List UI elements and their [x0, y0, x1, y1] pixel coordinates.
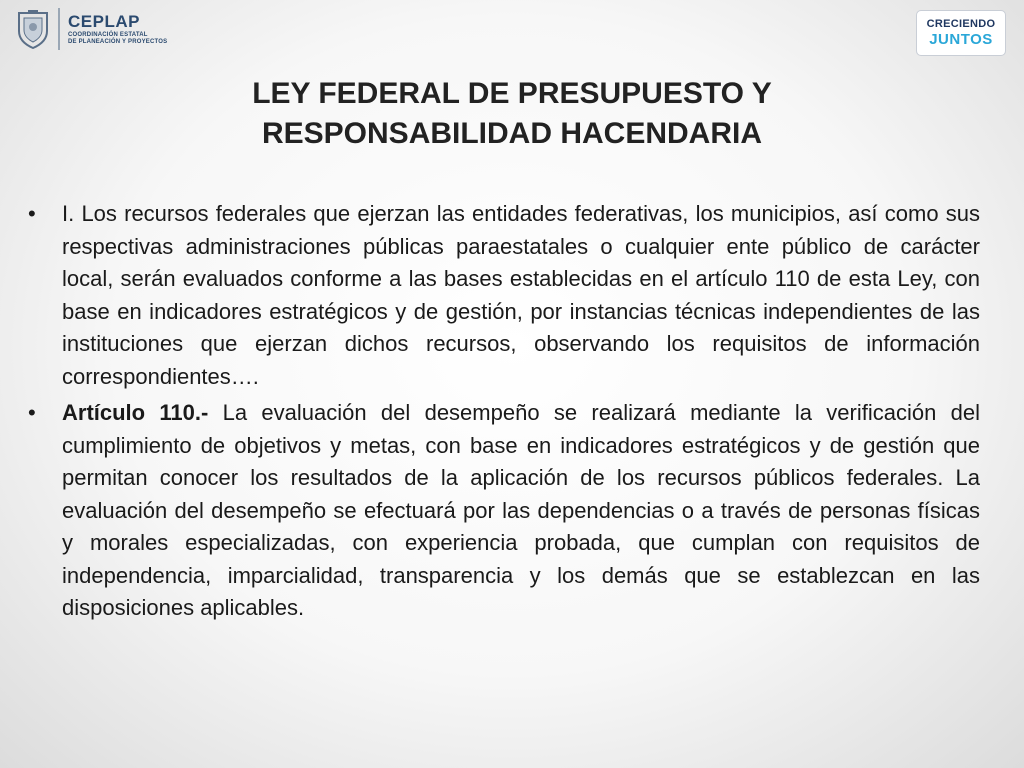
- ceplap-subtitle-2: DE PLANEACIÓN Y PROYECTOS: [68, 39, 168, 45]
- slide-title-line-2: RESPONSABILIDAD HACENDARIA: [261, 117, 763, 150]
- creciendo-juntos-logo-bottom: JUNTOS: [929, 31, 993, 48]
- bullet-body-2: La evaluación del desempeño se realizará mediante la verificación del cumplimiento de objetivos y metas, con base en indicadores estratégicos y de gestión que permitan conocer los resultados de la aplicación de los recursos públicos federales. La evaluación del desempeño se efectuará por las dependencias o a través de personas físicas y morales especializadas, con experiencia probada, que cumplan con requisitos de independencia, imparcialidad, transparencia y los demás que se establezcan en las disposiciones aplicables.: [62, 400, 981, 620]
- creciendo-juntos-logo: [916, 10, 1006, 56]
- bullet-icon: •: [28, 201, 36, 226]
- bullet-text-2: [62, 397, 980, 625]
- bullet-text-1: [62, 198, 980, 393]
- slide-title-line-1: LEY FEDERAL DE PRESUPUESTO Y: [252, 77, 772, 110]
- bullet-lead-2: Artículo 110.-: [62, 400, 209, 425]
- bullet-icon: •: [28, 400, 36, 425]
- slide-body: [28, 198, 980, 629]
- slide-title: [0, 74, 1024, 154]
- logo-divider: [58, 8, 60, 50]
- state-seal-icon: [16, 9, 50, 49]
- creciendo-juntos-logo-top: CRECIENDO: [926, 18, 996, 30]
- bullet-body-1: I. Los recursos federales que ejerzan las entidades federativas, los municipios, así como sus respectivas administraciones públicas paraestatales o cualquier ente público de carácter local, serán evaluados conforme a las bases establecidas en el artículo 110 de esta Ley, con base en indicadores estratégicos y de gestión, por instancias técnicas independientes de las instituciones que ejerzan dichos recursos, observando los requisitos de información correspondientes….: [62, 201, 980, 389]
- ceplap-subtitle-1: COORDINACIÓN ESTATAL: [68, 32, 148, 38]
- ceplap-logo: [16, 8, 167, 50]
- bullet-item: [28, 198, 980, 393]
- ceplap-name: CEPLAP: [68, 12, 140, 31]
- bullet-item: [28, 397, 980, 625]
